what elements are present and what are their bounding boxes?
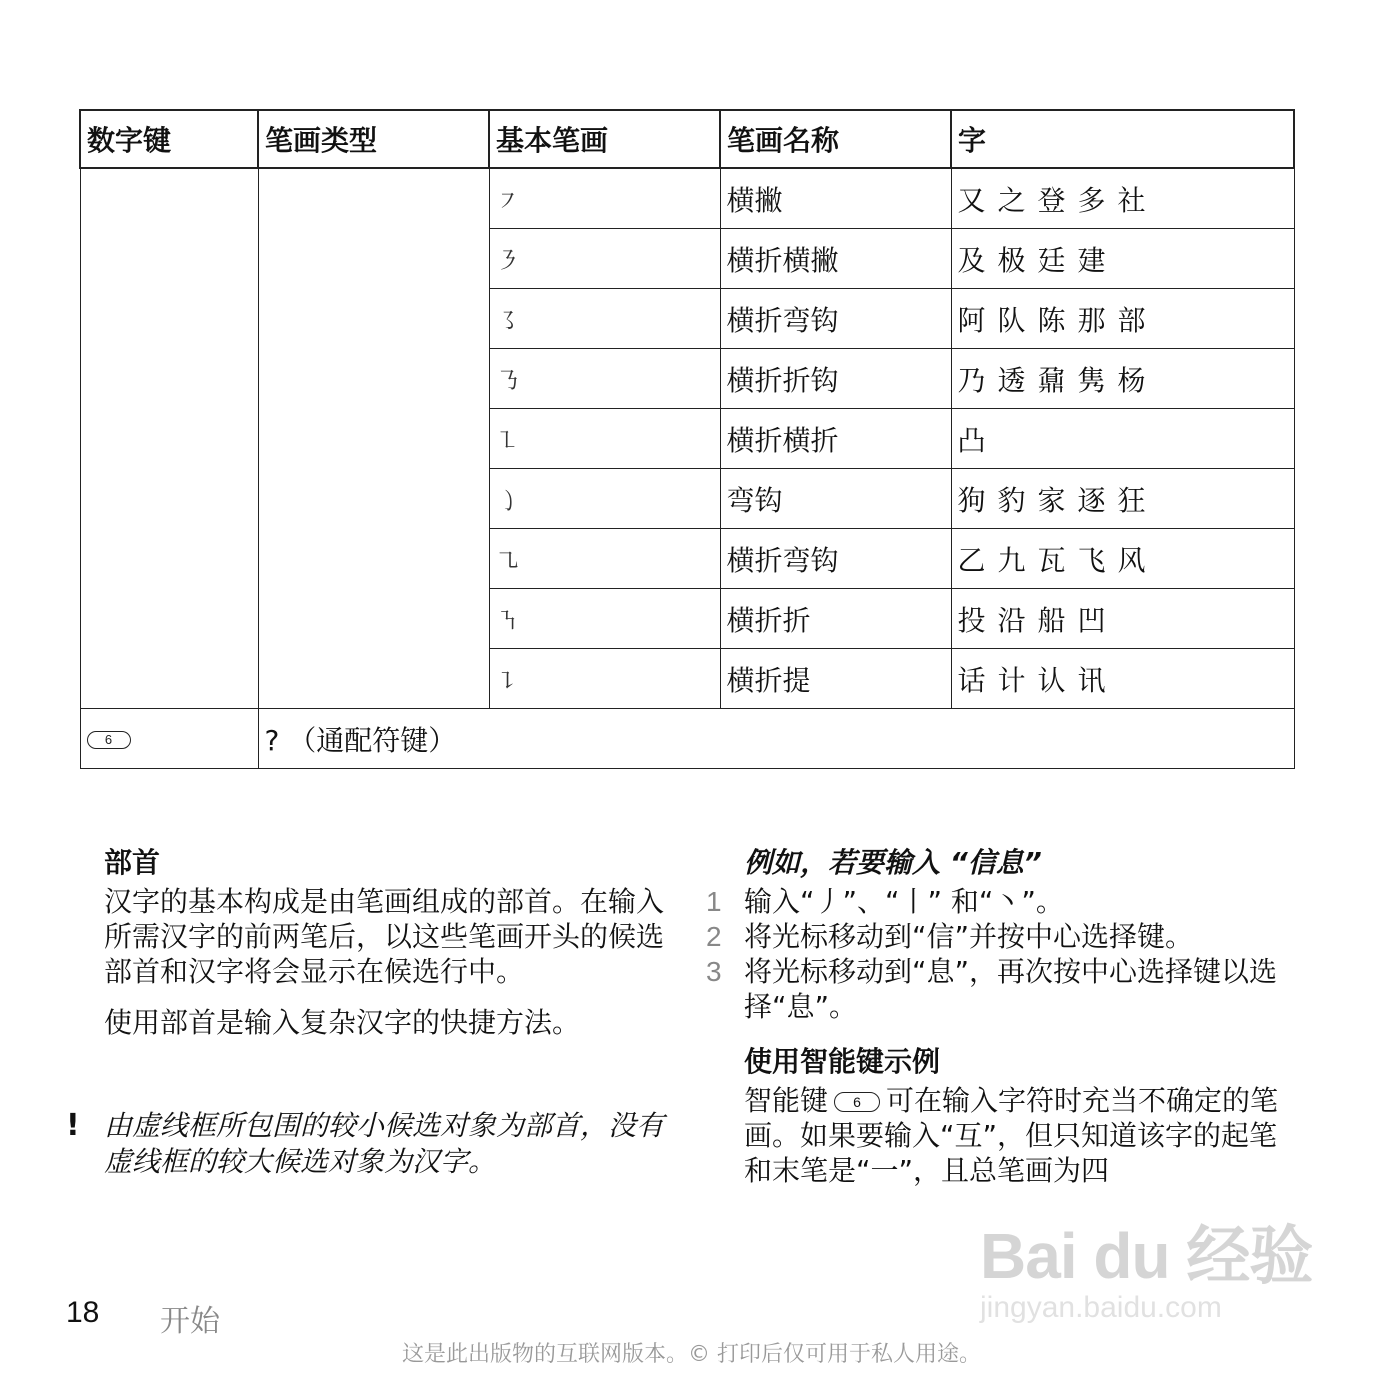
stroke-name: 横折横撇 <box>720 229 951 289</box>
stroke-name: 横折提 <box>720 649 951 709</box>
wildcard-row <box>80 709 1294 769</box>
list-item <box>706 919 1304 954</box>
example-chars: 阿队陈那部 <box>951 289 1294 349</box>
stroke-table <box>79 109 1295 769</box>
stroke-name: 弯钩 <box>720 469 951 529</box>
example-chars: 话计认讯 <box>951 649 1294 709</box>
stroke-name: 横折折钩 <box>720 349 951 409</box>
wildcard-key-cell <box>80 709 258 769</box>
key-6-icon: 6 <box>834 1092 880 1112</box>
page-number: 18 <box>66 1296 100 1329</box>
step-text: 将光标移动到“息”，再次按中心选择键以选择“息”。 <box>744 955 1278 1023</box>
header-stroke-name: 笔画名称 <box>720 110 951 168</box>
example-chars: 乃透鼐隽杨 <box>951 349 1294 409</box>
stroke-name: 横折横折 <box>720 409 951 469</box>
step-text: 将光标移动到“信”并按中心选择键。 <box>744 920 1194 953</box>
example-chars: 凸 <box>951 409 1294 469</box>
radicals-paragraph: 汉字的基本构成是由笔画组成的部首。在输入所需汉字的前两笔后，以这些笔画开头的候选部首和汉字将会显示在候选行中。 <box>104 885 665 988</box>
number-key-cell <box>80 168 258 709</box>
stroke-glyph: ㇋ <box>489 229 720 289</box>
key-6-icon: 6 <box>87 731 131 749</box>
example-steps <box>706 884 1304 1024</box>
header-basic-stroke: 基本笔画 <box>489 110 720 168</box>
stroke-glyph: ㇡ <box>489 349 720 409</box>
step-number: 3 <box>706 956 722 987</box>
list-item <box>706 954 1304 1024</box>
radicals-heading: 部首 <box>104 846 161 879</box>
radicals-note: 由虚线框所包围的较小候选对象为部首，没有虚线框的较大候选对象为汉字。 <box>104 1109 665 1178</box>
section-name: 开始 <box>160 1304 220 1339</box>
footer-notice: 这是此出版物的互联网版本。© 打印后仅可用于私人用途。 <box>402 1342 981 1367</box>
stroke-name: 横撇 <box>720 168 951 229</box>
stroke-glyph: ㇅ <box>489 409 720 469</box>
example-chars: 及极廷建 <box>951 229 1294 289</box>
stroke-name: 横折弯钩 <box>720 529 951 589</box>
header-characters: 字 <box>951 110 1294 168</box>
step-number: 2 <box>706 921 722 952</box>
stroke-glyph: ㇈ <box>489 529 720 589</box>
header-stroke-type: 笔画类型 <box>258 110 489 168</box>
step-text: 输入“丿”、“丨” 和“丶”。 <box>744 885 1064 918</box>
table-header-row <box>80 110 1294 168</box>
radicals-tip: 使用部首是输入复杂汉字的快捷方法。 <box>104 1006 581 1039</box>
example-chars: 狗豹家逐狂 <box>951 469 1294 529</box>
radicals-section <box>104 845 664 1056</box>
example-heading: 例如，若要输入 “信息” <box>744 846 1042 879</box>
baidu-logo: Bai du 经验 <box>980 1220 1313 1292</box>
stroke-name: 横折折 <box>720 589 951 649</box>
step-number: 1 <box>706 886 722 917</box>
smart-key-heading: 使用智能键示例 <box>744 1045 941 1078</box>
example-chars: 乙九瓦飞风 <box>951 529 1294 589</box>
stroke-glyph: ㇇ <box>489 168 720 229</box>
stroke-type-cell <box>258 168 489 709</box>
smart-key-pre: 智能键 <box>744 1084 829 1117</box>
exclamation-icon: ! <box>66 1108 80 1143</box>
stroke-glyph: ㇊ <box>489 649 720 709</box>
stroke-glyph: ㇎ <box>489 589 720 649</box>
example-chars: 又之登多社 <box>951 168 1294 229</box>
stroke-name: 横折弯钩 <box>720 289 951 349</box>
stroke-glyph: ㇁ <box>489 469 720 529</box>
stroke-glyph: ㇌ <box>489 289 720 349</box>
example-chars: 投沿船凹 <box>951 589 1294 649</box>
smart-key-paragraph <box>744 1083 1304 1188</box>
wildcard-description: ? （通配符键） <box>258 709 1294 769</box>
header-number-key: 数字键 <box>80 110 258 168</box>
table-row <box>80 168 1294 229</box>
list-item <box>706 884 1304 919</box>
watermark-url: jingyan.baidu.com <box>980 1291 1222 1324</box>
smart-key-post: 可在输入字符时充当不确定的笔画。如果要输入“互”，但只知道该字的起笔和末笔是“一”，且总笔画为四 <box>744 1084 1279 1187</box>
baidu-watermark <box>980 1205 1312 1325</box>
example-section <box>706 845 1304 1204</box>
